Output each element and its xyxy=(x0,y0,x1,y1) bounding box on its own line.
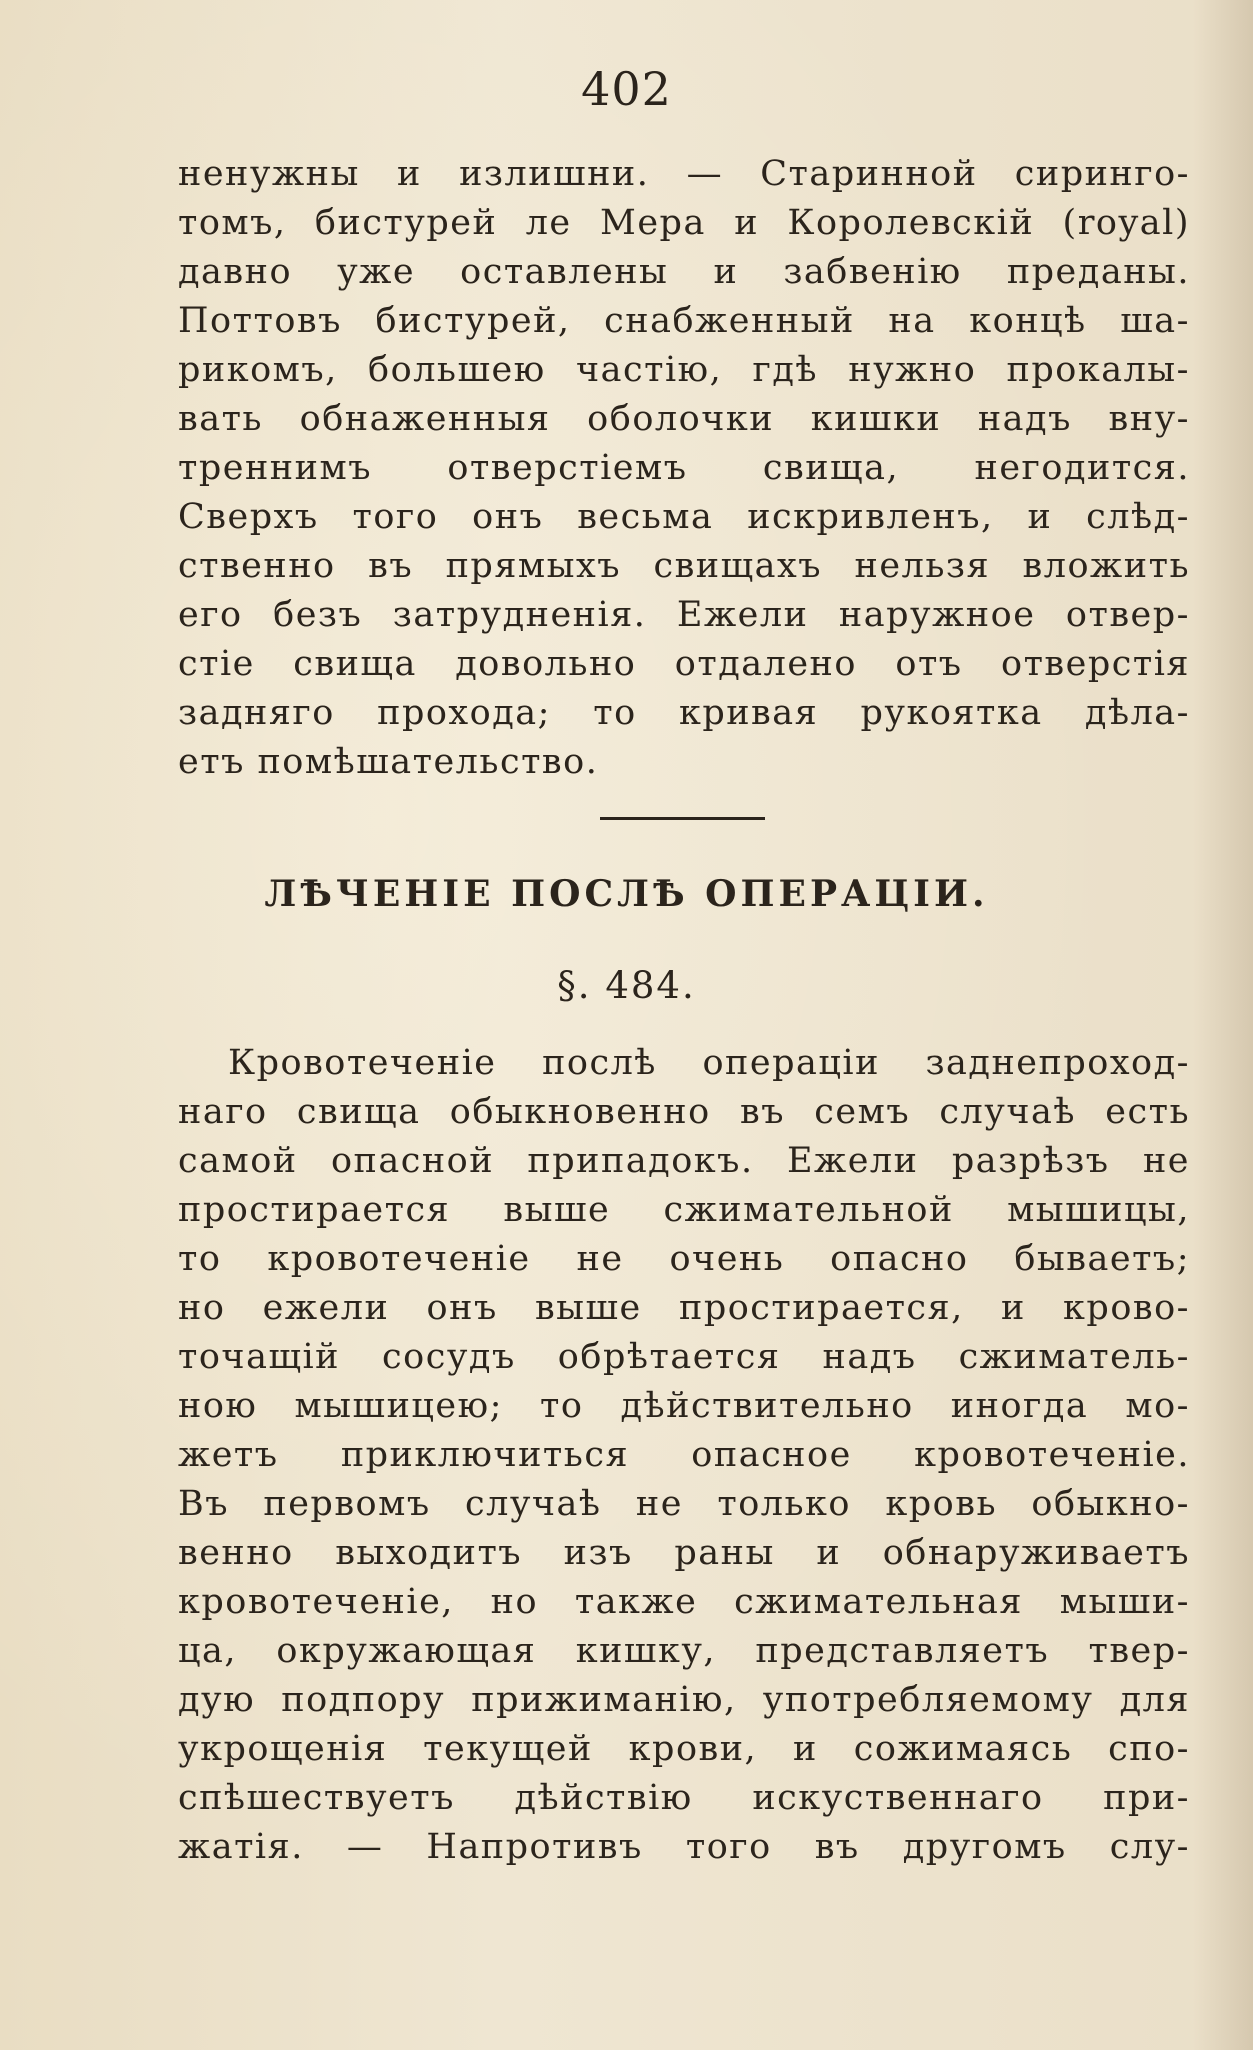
text-line: простирается выше сжимательной мышицы, xyxy=(178,1190,1190,1230)
paragraph-484 xyxy=(178,1039,1190,1872)
page-number: 402 xyxy=(581,62,672,116)
text-line: давно уже оставлены и забвенію преданы. xyxy=(178,252,1190,292)
text-line: кровотеченіе, но также сжимательная мыши- xyxy=(178,1582,1190,1622)
text-line: Кровотеченіе послѣ операціи заднепроход- xyxy=(228,1043,1190,1083)
text-line: ненужны и излишни. — Старинной сиринго- xyxy=(178,154,1190,194)
text-line: вать обнаженныя оболочки кишки надъ вну- xyxy=(178,399,1190,439)
text-line: томъ, бистурей ле Мера и Королевскій (royal) xyxy=(178,203,1190,243)
text-line: ца, окружающая кишку, представляетъ твер- xyxy=(178,1631,1190,1671)
text-line: наго свища обыкновенно въ семъ случаѣ есть xyxy=(178,1092,1190,1132)
text-line: рикомъ, большею частію, гдѣ нужно прокалы- xyxy=(178,350,1190,390)
text-line: укрощенія текущей крови, и сожимаясь спо- xyxy=(178,1729,1190,1769)
text-line: но ежели онъ выше простирается, и крово- xyxy=(178,1288,1190,1328)
text-line: точащій сосудъ обрѣтается надъ сжиматель- xyxy=(178,1337,1190,1377)
text-line: задняго прохода; то кривая рукоятка дѣла- xyxy=(178,693,1190,733)
text-line: Сверхъ того онъ весьма искривленъ, и слѣд- xyxy=(178,497,1190,537)
text-line: стіе свища довольно отдалено отъ отверстія xyxy=(178,644,1190,684)
text-line: спѣшествуетъ дѣйствію искуственнаго при- xyxy=(178,1778,1190,1818)
text-line: дую подпору прижиманію, употребляемому для xyxy=(178,1680,1190,1720)
text-line: венно выходитъ изъ раны и обнаруживаетъ xyxy=(178,1533,1190,1573)
text-line: его безъ затрудненія. Ежели наружное отвер- xyxy=(178,595,1190,635)
section-number: §. 484. xyxy=(557,964,696,1007)
text-line: жетъ приключиться опасное кровотеченіе. xyxy=(178,1435,1190,1475)
text-line: треннимъ отверстіемъ свища, негодится. xyxy=(178,448,1190,488)
section-divider xyxy=(600,817,765,820)
text-line: ственно въ прямыхъ свищахъ нельзя вложить xyxy=(178,546,1190,586)
section-heading: ЛѢЧЕНІЕ ПОСЛѢ ОПЕРАЦІИ. xyxy=(264,873,989,915)
paragraph-continued xyxy=(178,150,1190,787)
text-line: ною мышицею; то дѣйствительно иногда мо- xyxy=(178,1386,1190,1426)
text-line: самой опасной припадокъ. Ежели разрѣзъ не xyxy=(178,1141,1190,1181)
text-line: Поттовъ бистурей, снабженный на концѣ ша- xyxy=(178,301,1190,341)
text-line: Въ первомъ случаѣ не только кровь обыкно- xyxy=(178,1484,1190,1524)
text-line: етъ помѣшательство. xyxy=(178,742,599,782)
text-line: жатія. — Напротивъ того въ другомъ слу- xyxy=(178,1827,1190,1867)
page-gutter-shadow xyxy=(1193,0,1253,2050)
text-line: то кровотеченіе не очень опасно бываетъ; xyxy=(178,1239,1190,1279)
